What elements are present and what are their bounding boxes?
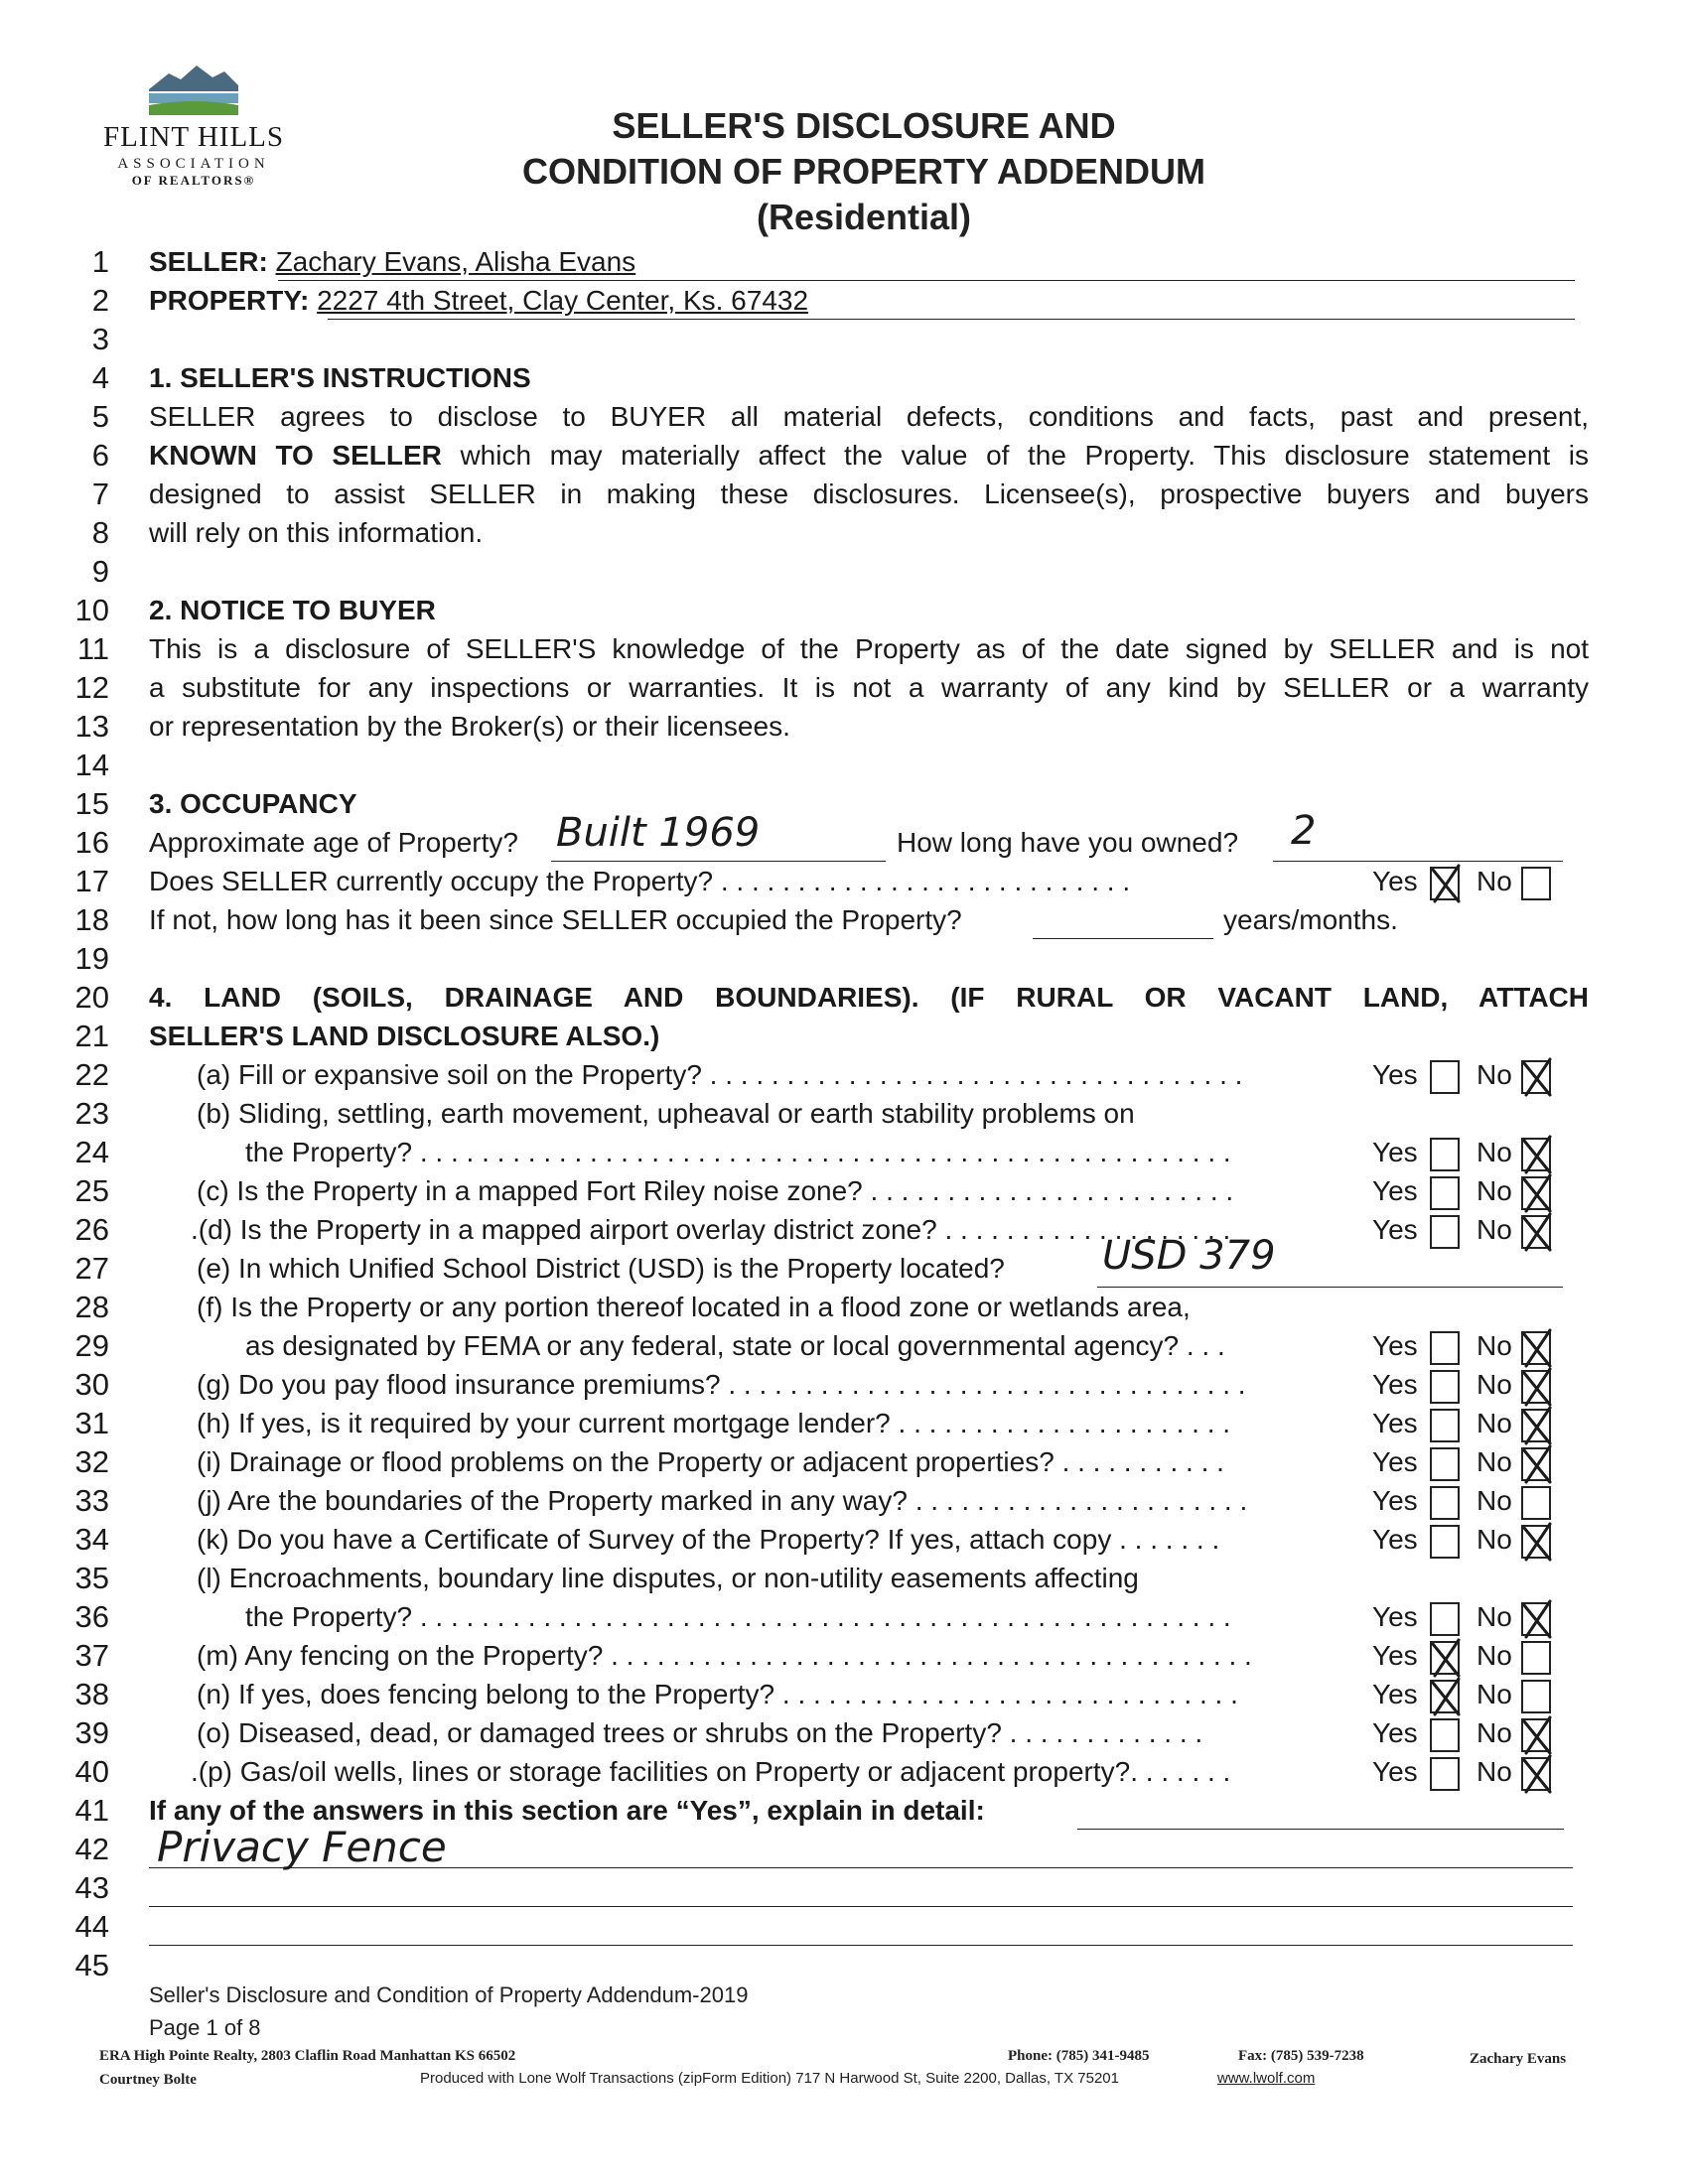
line-number: 7 — [91, 477, 109, 511]
yes-label: Yes — [1372, 1137, 1418, 1167]
qb-label-1: (b) Sliding, settling, earth movement, upheaval or earth stability problems on — [197, 1098, 1135, 1129]
no-label: No — [1477, 1524, 1512, 1555]
s2-line-11: This is a disclosure of SELLER'S knowledge of the Property as of the date signed by SELLER and is not — [149, 633, 1589, 664]
line-number: 11 — [76, 631, 109, 666]
line-number: 44 — [74, 1909, 109, 1944]
line-number: 33 — [74, 1483, 109, 1518]
known-to-seller: KNOWN TO SELLER — [149, 440, 442, 471]
no-label: No — [1477, 1330, 1512, 1361]
check-mark-icon — [1429, 1677, 1463, 1718]
yes-label: Yes — [1372, 1175, 1418, 1206]
yes-label: Yes — [1372, 1524, 1418, 1555]
line-number: 43 — [74, 1870, 109, 1905]
qi-yes-no — [1372, 1442, 1556, 1481]
title-line-3: (Residential) — [756, 197, 972, 237]
line-number: 28 — [74, 1290, 109, 1324]
yes-checkbox[interactable] — [1430, 1176, 1460, 1210]
title-line-1: SELLER'S DISCLOSURE AND — [612, 105, 1116, 146]
explain-line-44 — [149, 1915, 1573, 1946]
line-number: 31 — [74, 1406, 109, 1440]
no-checkbox[interactable] — [1521, 1757, 1551, 1791]
no-label: No — [1477, 1717, 1512, 1748]
line-number: 29 — [74, 1328, 109, 1363]
line-number: 34 — [74, 1522, 109, 1557]
yes-checkbox[interactable] — [1430, 1757, 1460, 1791]
line-number: 23 — [74, 1096, 109, 1131]
check-mark-icon — [1520, 1715, 1554, 1757]
check-mark-icon — [1429, 864, 1463, 905]
line-number: 40 — [74, 1754, 109, 1789]
qp-label: .(p) Gas/oil wells, lines or storage facilities on Property or adjacent property?. . . . . . . — [191, 1756, 1231, 1787]
mountain-logo-icon — [149, 60, 238, 119]
explain-line-43 — [149, 1876, 1573, 1907]
no-checkbox[interactable] — [1521, 1718, 1551, 1752]
line-number: 10 — [74, 593, 109, 627]
seller-line — [278, 250, 1575, 281]
qi-label: (i) Drainage or flood problems on the Property or adjacent properties? . . . . . . . . . . . — [197, 1446, 1224, 1477]
check-mark-icon — [1429, 1638, 1463, 1680]
no-label: No — [1477, 1679, 1512, 1709]
yes-label: Yes — [1372, 1485, 1418, 1516]
line-number: 20 — [74, 980, 109, 1015]
property-label: PROPERTY: — [149, 285, 310, 316]
no-label: No — [1477, 1446, 1512, 1477]
ql-yes-no — [1372, 1597, 1556, 1636]
section-4-heading-1: 4. LAND (SOILS, DRAINAGE AND BOUNDARIES). (IF RURAL OR VACANT LAND, ATTACH — [149, 982, 1589, 1013]
no-checkbox[interactable] — [1521, 1486, 1551, 1520]
check-mark-icon — [1520, 1057, 1554, 1099]
footer-website-link[interactable]: www.lwolf.com — [1217, 2070, 1316, 2087]
no-checkbox[interactable] — [1521, 1641, 1551, 1675]
q18-line — [1033, 908, 1213, 939]
no-checkbox[interactable] — [1521, 1176, 1551, 1210]
yes-checkbox[interactable] — [1430, 867, 1460, 900]
yes-label: Yes — [1372, 866, 1418, 896]
explain-label: If any of the answers in this section are “Yes”, explain in detail: — [149, 1795, 985, 1826]
yes-checkbox[interactable] — [1430, 1215, 1460, 1249]
line-number: 19 — [74, 941, 109, 976]
age-answer[interactable]: Built 1969 — [556, 810, 761, 856]
line-number: 45 — [74, 1948, 109, 1982]
no-checkbox[interactable] — [1521, 1060, 1551, 1094]
logo-association: ASSOCIATION — [117, 156, 270, 172]
q17-yes-no — [1372, 862, 1556, 900]
qg-yes-no — [1372, 1365, 1556, 1404]
line-number: 32 — [74, 1444, 109, 1479]
qk-yes-no — [1372, 1520, 1556, 1559]
qa-yes-no — [1372, 1055, 1556, 1094]
ql-label-2: the Property? . . . . . . . . . . . . . . . . . . . . . . . . . . . . . . . . . . . . . . . . . . . . . . . . . . . . . — [245, 1601, 1231, 1632]
qo-yes-no — [1372, 1713, 1556, 1752]
s1-line-7: designed to assist SELLER in making these disclosures. Licensee(s), prospective buyers and buyers — [149, 478, 1589, 509]
line-number: 6 — [91, 438, 109, 473]
check-mark-icon — [1520, 1367, 1554, 1409]
line-number: 12 — [74, 670, 109, 705]
no-label: No — [1477, 1408, 1512, 1438]
footer-page-number: Page 1 of 8 — [149, 2015, 261, 2040]
yes-label: Yes — [1372, 1640, 1418, 1671]
check-mark-icon — [1520, 1599, 1554, 1641]
q17-label: Does SELLER currently occupy the Property? . . . . . . . . . . . . . . . . . . . . . . . . . . . — [149, 866, 1131, 896]
line-number: 17 — [74, 864, 109, 898]
line-number: 5 — [91, 399, 109, 434]
yes-label: Yes — [1372, 1059, 1418, 1090]
s1-line-5: SELLER agrees to disclose to BUYER all material defects, conditions and facts, past and present, — [149, 401, 1589, 432]
no-checkbox[interactable] — [1521, 1331, 1551, 1365]
line-number: 38 — [74, 1677, 109, 1711]
yes-checkbox[interactable] — [1430, 1680, 1460, 1713]
qa-label: (a) Fill or expansive soil on the Property? . . . . . . . . . . . . . . . . . . . . . . . . . . . . . . . . . . . — [197, 1059, 1243, 1090]
section-2-heading: 2. NOTICE TO BUYER — [149, 595, 436, 625]
s2-line-12: a substitute for any inspections or warranties. It is not a warranty of any kind by SELLER or a warranty — [149, 672, 1589, 703]
line-number: 21 — [74, 1019, 109, 1053]
qm-label: (m) Any fencing on the Property? . . . . . . . . . . . . . . . . . . . . . . . . . . . . . . . . . . . . . . . . . . — [197, 1640, 1252, 1671]
qh-yes-no — [1372, 1404, 1556, 1442]
check-mark-icon — [1520, 1135, 1554, 1176]
qc-yes-no — [1372, 1171, 1556, 1210]
line-number: 22 — [74, 1057, 109, 1092]
line-number: 14 — [74, 748, 109, 782]
q18-label: If not, how long has it been since SELLER occupied the Property? — [149, 904, 962, 935]
check-mark-icon — [1520, 1173, 1554, 1215]
no-label: No — [1477, 1601, 1512, 1632]
s1-line-6 — [149, 436, 1589, 475]
no-label: No — [1477, 1756, 1512, 1787]
yes-checkbox[interactable] — [1430, 1718, 1460, 1752]
yes-checkbox[interactable] — [1430, 1409, 1460, 1442]
q16-owned-label: How long have you owned? — [897, 827, 1239, 858]
no-label: No — [1477, 1485, 1512, 1516]
qn-yes-no — [1372, 1675, 1556, 1713]
yes-label: Yes — [1372, 1330, 1418, 1361]
line-number: 27 — [74, 1251, 109, 1286]
no-checkbox[interactable] — [1521, 1447, 1551, 1481]
line-number: 39 — [74, 1715, 109, 1750]
line-number: 24 — [74, 1135, 109, 1169]
qe-label: (e) In which Unified School District (USD) is the Property located? — [197, 1253, 1005, 1284]
property-line — [328, 289, 1575, 320]
yes-label: Yes — [1372, 1679, 1418, 1709]
qb-label-2: the Property? . . . . . . . . . . . . . . . . . . . . . . . . . . . . . . . . . . . . . . . . . . . . . . . . . . . . . — [245, 1137, 1231, 1167]
yes-label: Yes — [1372, 1717, 1418, 1748]
owned-answer[interactable]: 2 — [1291, 808, 1317, 854]
no-label: No — [1477, 1137, 1512, 1167]
no-label: No — [1477, 1214, 1512, 1245]
check-mark-icon — [1520, 1754, 1554, 1796]
usd-answer[interactable]: USD 379 — [1102, 1233, 1276, 1279]
qc-label: (c) Is the Property in a mapped Fort Riley noise zone? . . . . . . . . . . . . . . . . . . . . . . . . — [197, 1175, 1234, 1206]
yes-label: Yes — [1372, 1756, 1418, 1787]
yes-checkbox[interactable] — [1430, 1138, 1460, 1171]
footer-phone: Phone: (785) 341-9485 — [1008, 2048, 1150, 2064]
no-checkbox[interactable] — [1521, 1409, 1551, 1442]
footer-form-name: Seller's Disclosure and Condition of Property Addendum-2019 — [149, 1982, 749, 2007]
no-label: No — [1477, 866, 1512, 896]
qg-label: (g) Do you pay flood insurance premiums? . . . . . . . . . . . . . . . . . . . . . . . . . . . . . . . . . . — [197, 1369, 1246, 1400]
qm-yes-no — [1372, 1636, 1556, 1675]
yes-label: Yes — [1372, 1446, 1418, 1477]
footer-client: Zachary Evans — [1470, 2051, 1567, 2067]
yes-checkbox[interactable] — [1430, 1641, 1460, 1675]
check-mark-icon — [1520, 1444, 1554, 1486]
qh-label: (h) If yes, is it required by your current mortgage lender? . . . . . . . . . . . . . . . . . . . . . . — [197, 1408, 1231, 1438]
qp-yes-no — [1372, 1752, 1556, 1791]
s2-line-13: or representation by the Broker(s) or their licensees. — [149, 711, 790, 742]
no-label: No — [1477, 1059, 1512, 1090]
association-logo — [79, 60, 308, 188]
yes-label: Yes — [1372, 1408, 1418, 1438]
line-number: 3 — [91, 322, 109, 356]
q16-age-label: Approximate age of Property? — [149, 827, 518, 858]
explain-answer[interactable]: Privacy Fence — [157, 1823, 447, 1871]
yes-label: Yes — [1372, 1214, 1418, 1245]
logo-name: FLINT HILLS — [102, 121, 285, 153]
qj-yes-no — [1372, 1481, 1556, 1520]
line-number: 4 — [91, 360, 109, 395]
section-3-heading: 3. OCCUPANCY — [149, 788, 357, 819]
line-number: 9 — [91, 554, 109, 589]
no-checkbox[interactable] — [1521, 867, 1551, 900]
logo-realtors: OF REALTORS® — [131, 172, 256, 188]
qf-yes-no — [1372, 1326, 1556, 1365]
no-checkbox[interactable] — [1521, 1215, 1551, 1249]
yes-checkbox[interactable] — [1430, 1060, 1460, 1094]
seller-label: SELLER: — [149, 246, 268, 277]
no-checkbox[interactable] — [1521, 1602, 1551, 1636]
s1-line-8: will rely on this information. — [149, 517, 484, 548]
qd-label: .(d) Is the Property in a mapped airport overlay district zone? . . . . . . . . . . . . . . . . . . . — [191, 1214, 1231, 1245]
qj-label: (j) Are the boundaries of the Property marked in any way? . . . . . . . . . . . . . . . . . . . . . . — [197, 1485, 1248, 1516]
no-checkbox[interactable] — [1521, 1138, 1551, 1171]
line-number: 35 — [74, 1561, 109, 1595]
qf-label-2: as designated by FEMA or any federal, state or local governmental agency? . . . — [245, 1330, 1225, 1361]
footer-agent: Courtney Bolte — [99, 2072, 197, 2088]
section-1-heading: 1. SELLER'S INSTRUCTIONS — [149, 362, 531, 393]
yes-checkbox[interactable] — [1430, 1602, 1460, 1636]
no-checkbox[interactable] — [1521, 1525, 1551, 1559]
qd-yes-no — [1372, 1210, 1556, 1249]
line-number: 41 — [74, 1793, 109, 1828]
line-number: 16 — [74, 825, 109, 860]
line-number: 13 — [74, 709, 109, 744]
yes-label: Yes — [1372, 1369, 1418, 1400]
title-line-2: CONDITION OF PROPERTY ADDENDUM — [521, 151, 1206, 192]
explain-line-41 — [1077, 1799, 1564, 1830]
check-mark-icon — [1520, 1522, 1554, 1564]
line-number: 30 — [74, 1367, 109, 1402]
no-label: No — [1477, 1369, 1512, 1400]
qn-label: (n) If yes, does fencing belong to the Property? . . . . . . . . . . . . . . . . . . . . . . . . . . . . . . — [197, 1679, 1238, 1709]
page-title — [437, 103, 1291, 240]
yes-checkbox[interactable] — [1430, 1525, 1460, 1559]
line-number: 36 — [74, 1599, 109, 1634]
line-number: 37 — [74, 1638, 109, 1673]
line-number: 1 — [91, 244, 109, 279]
yes-checkbox[interactable] — [1430, 1447, 1460, 1481]
footer-fax: Fax: (785) 539-7238 — [1238, 2048, 1364, 2064]
no-checkbox[interactable] — [1521, 1680, 1551, 1713]
line-number: 8 — [91, 515, 109, 550]
seller-value[interactable]: Zachary Evans, Alisha Evans — [275, 246, 636, 277]
qb-yes-no — [1372, 1133, 1556, 1171]
owned-line — [1273, 831, 1563, 862]
no-label: No — [1477, 1175, 1512, 1206]
line-number: 18 — [74, 902, 109, 937]
check-mark-icon — [1520, 1406, 1554, 1447]
check-mark-icon — [1520, 1212, 1554, 1254]
qo-label: (o) Diseased, dead, or damaged trees or shrubs on the Property? . . . . . . . . . . . . . — [197, 1717, 1203, 1748]
section-4-heading-2: SELLER'S LAND DISCLOSURE ALSO.) — [149, 1021, 660, 1051]
no-checkbox[interactable] — [1521, 1370, 1551, 1404]
yes-label: Yes — [1372, 1601, 1418, 1632]
footer-broker: ERA High Pointe Realty, 2803 Claflin Road Manhattan KS 66502 — [99, 2048, 516, 2064]
qk-label: (k) Do you have a Certificate of Survey of the Property? If yes, attach copy . . . . . . . — [197, 1524, 1220, 1555]
line-number: 25 — [74, 1173, 109, 1208]
yes-checkbox[interactable] — [1430, 1370, 1460, 1404]
line-number: 2 — [91, 283, 109, 318]
line-number: 42 — [74, 1832, 109, 1866]
ql-label-1: (l) Encroachments, boundary line disputes, or non-utility easements affecting — [197, 1563, 1139, 1593]
qf-label-1: (f) Is the Property or any portion thereof located in a flood zone or wetlands area, — [197, 1292, 1191, 1322]
footer-produced: Produced with Lone Wolf Transactions (zipForm Edition) 717 N Harwood St, Suite 2200, Dallas, TX 75201 — [420, 2070, 1119, 2087]
yes-checkbox[interactable] — [1430, 1331, 1460, 1365]
q18-unit: years/months. — [1223, 904, 1398, 935]
no-label: No — [1477, 1640, 1512, 1671]
s1-line-6-rest: which may materially affect the value of the Property. This disclosure statement is — [441, 440, 1590, 471]
check-mark-icon — [1520, 1328, 1554, 1370]
line-number: 26 — [74, 1212, 109, 1247]
yes-checkbox[interactable] — [1430, 1486, 1460, 1520]
line-number: 15 — [74, 786, 109, 821]
property-value[interactable]: 2227 4th Street, Clay Center, Ks. 67432 — [317, 285, 809, 316]
